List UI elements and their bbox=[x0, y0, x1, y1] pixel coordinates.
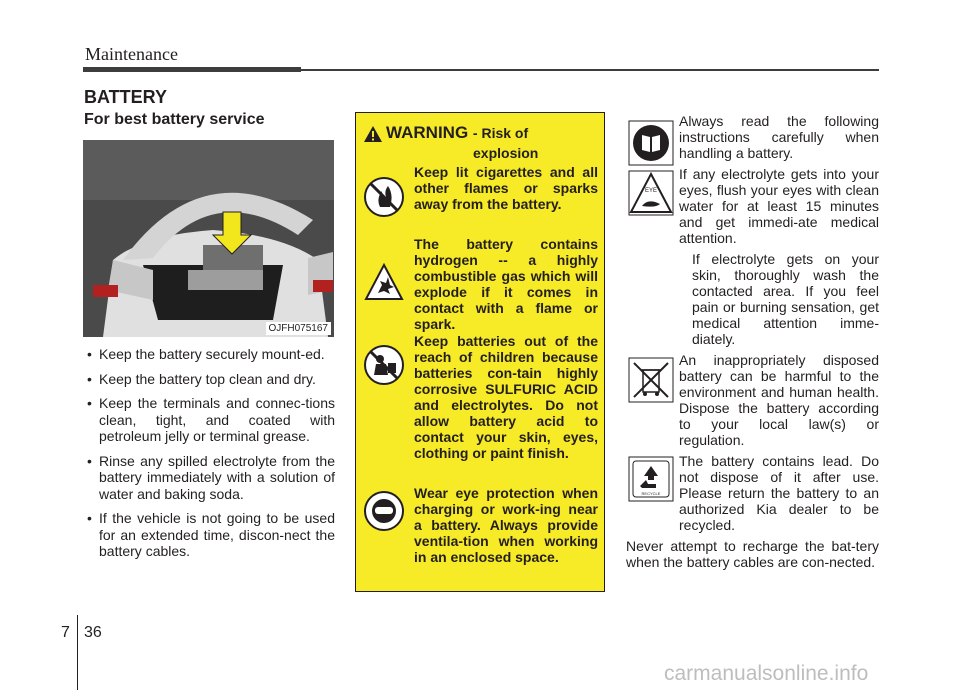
footer-divider-vertical bbox=[77, 615, 78, 690]
explosion-icon bbox=[364, 263, 404, 303]
list-item: • Rinse any spilled electrolyte from the battery immediately with a solution of water and baking soda. bbox=[84, 453, 335, 503]
right-text-skin: If electrolyte gets on your skin, thoroughly wash the contacted area. If you feel pain or burning sensation, get medical attention imme-diately. bbox=[692, 251, 879, 347]
section-heading: BATTERY bbox=[84, 87, 167, 107]
chapter-number: 7 bbox=[61, 624, 70, 641]
recycle-icon bbox=[628, 456, 674, 502]
page-number: 36 bbox=[84, 624, 102, 641]
no-flame-icon bbox=[364, 177, 404, 217]
eye-protection-icon bbox=[364, 491, 404, 531]
warning-text-flames: Keep lit cigarettes and all other flames or sparks away from the battery. bbox=[414, 164, 598, 212]
warning-subtitle-line2: explosion bbox=[473, 145, 539, 161]
right-text-disposal: An inappropriately disposed battery can be harmful to the environment and human health. Dispose the battery according to your local law(s) or regulation. bbox=[679, 352, 879, 448]
warning-text-eye-protection: Wear eye protection when charging or work-ing near a battery. Always provide ventila-tion when working in an enclosed space. bbox=[414, 485, 598, 565]
warning-box bbox=[355, 112, 605, 592]
list-item: • Keep the battery top clean and dry. bbox=[84, 371, 335, 388]
warning-triangle-icon bbox=[363, 125, 383, 143]
warning-subtitle: - Risk of bbox=[472, 125, 529, 141]
manual-book-icon bbox=[628, 120, 674, 166]
page-section-title: Maintenance bbox=[85, 44, 178, 64]
eye-flush-icon bbox=[628, 170, 674, 216]
recycle-label: RECYCLE bbox=[641, 491, 661, 496]
photo-caption: OJFH075167 bbox=[266, 322, 331, 335]
watermark: carmanualsonline.info bbox=[664, 662, 869, 685]
warning-text-hydrogen: The battery contains hydrogen -- a highly combustible gas which will explode if it comes in contact with a flame or spark. bbox=[414, 236, 598, 332]
right-text-eyes: If any electrolyte gets into your eyes, flush your eyes with clean water for at least 15 minutes and get immedi-ate medical attention. bbox=[679, 166, 879, 246]
header-rule-thin bbox=[301, 69, 879, 71]
warning-text-children: Keep batteries out of the reach of children because batteries con-tain highly corrosive SULFURIC ACID and electrolytes. Do not allow battery acid to contact your skin, eyes, clothing or paint finish. bbox=[414, 333, 598, 461]
list-item: • Keep the battery securely mount-ed. bbox=[84, 346, 335, 363]
header-rule-thick bbox=[83, 67, 301, 72]
keep-from-children-icon bbox=[364, 345, 404, 385]
car-trunk-illustration bbox=[83, 140, 334, 337]
battery-tips-list bbox=[84, 346, 335, 568]
warning-heading bbox=[386, 123, 528, 143]
warning-label: WARNING bbox=[386, 123, 469, 142]
list-item: • If the vehicle is not going to be used for an extended time, discon-nect the battery cables. bbox=[84, 510, 335, 560]
eye-icon-label: EYE bbox=[644, 188, 658, 194]
no-trash-bin-icon bbox=[628, 357, 674, 403]
sub-heading: For best battery service bbox=[84, 111, 265, 128]
right-text-final-note: Never attempt to recharge the bat-tery when the battery cables are con-nected. bbox=[626, 538, 879, 570]
right-text-lead: The battery contains lead. Do not dispose of it after use. Please return the battery to an authorized Kia dealer to be recycled. bbox=[679, 453, 879, 533]
list-item: • Keep the terminals and connec-tions clean, tight, and coated with petroleum jelly or terminal grease. bbox=[84, 395, 335, 445]
right-text-read-instructions: Always read the following instructions carefully when handling a battery. bbox=[679, 113, 879, 161]
trunk-battery-photo bbox=[83, 140, 334, 337]
